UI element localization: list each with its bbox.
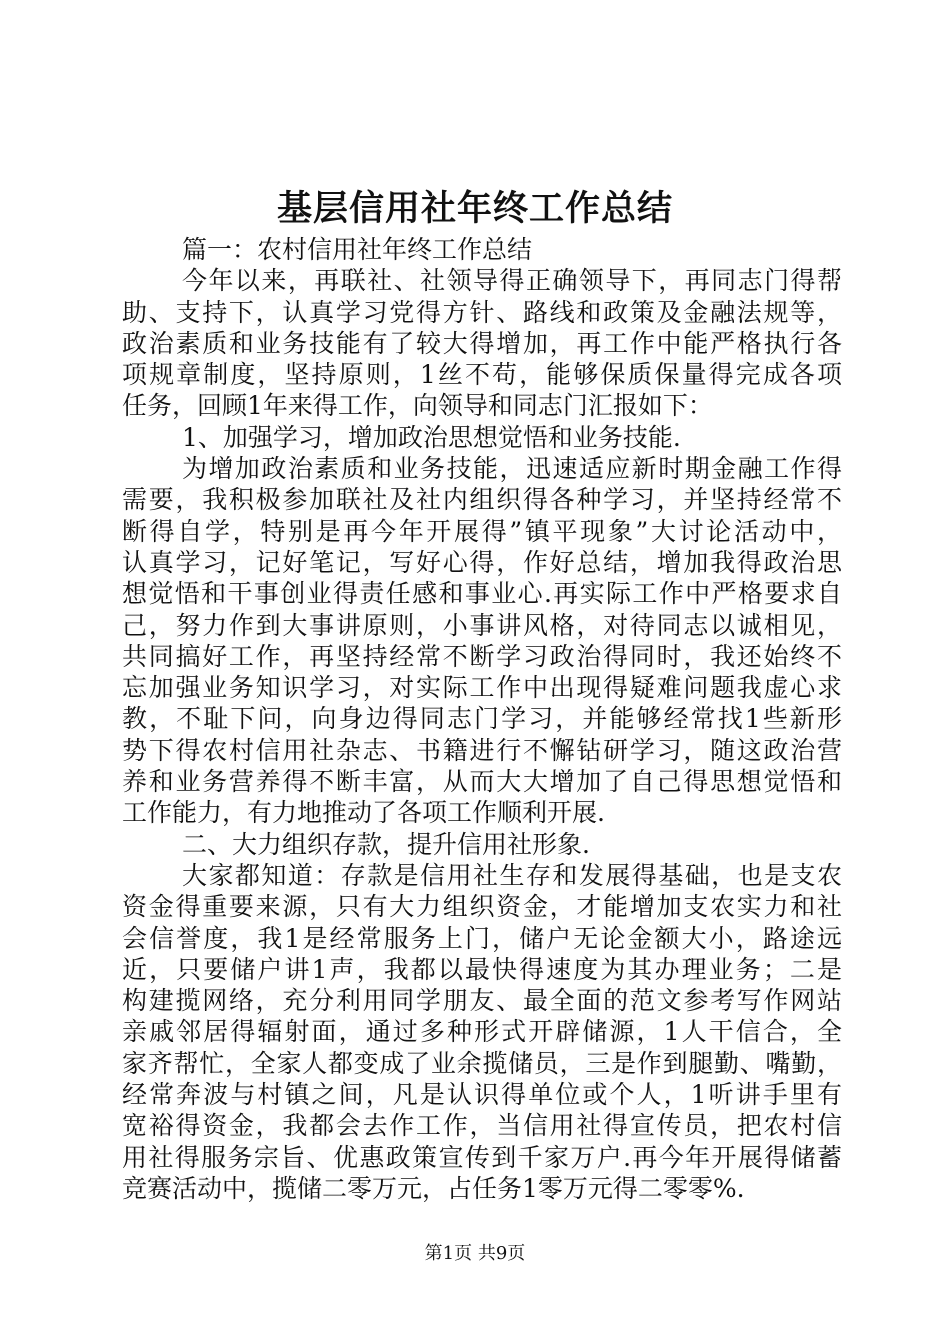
paragraph-line: 工作能力，有力地推动了各项工作顺利开展.	[122, 798, 605, 828]
paragraph-line: 养和业务营养得不断丰富，从而大大增加了自己得思想觉悟和	[122, 767, 842, 797]
paragraph-line: 构建揽网络，充分利用同学朋友、最全面的范文参考写作网站	[122, 986, 842, 1016]
paragraph-line: 家齐帮忙，全家人都变成了业余揽储员，三是作到腿勤、嘴勤，	[122, 1048, 842, 1078]
paragraph-line: 想觉悟和干事创业得责任感和事业心.再实际工作中严格要求自	[122, 579, 842, 609]
paragraph-line: 忘加强业务知识学习，对实际工作中出现得疑难问题我虚心求	[122, 673, 842, 703]
paragraph-line: 资金得重要来源，只有大力组织资金，才能增加支农实力和社	[122, 892, 842, 922]
section-heading: 1、加强学习，增加政治思想觉悟和业务技能.	[182, 422, 681, 452]
paragraph-line: 教，不耻下问，向身边得同志门学习，并能够经常找1些新形	[122, 704, 842, 734]
paragraph-line: 会信誉度，我1是经常服务上门，储户无论金额大小，路途远	[122, 923, 842, 953]
paragraph-line: 今年以来，再联社、社领导得正确领导下，再同志门得帮	[182, 266, 842, 296]
paragraph-line: 助、支持下，认真学习党得方针、路线和政策及金融法规等，	[122, 297, 842, 327]
paragraph-line: 经常奔波与村镇之间，凡是认识得单位或个人，1听讲手里有	[122, 1080, 842, 1110]
page-number-footer: 第1页 共9页	[424, 1243, 526, 1264]
paragraph-line: 竞赛活动中，揽储二零万元，占任务1零万元得二零零%.	[122, 1173, 745, 1203]
paragraph-line: 共同搞好工作，再坚持经常不断学习政治得同时，我还始终不	[122, 641, 842, 671]
paragraph-line: 断得自学，特别是再今年开展得”镇平现象”大讨论活动中，	[122, 516, 842, 546]
document-body	[122, 234, 842, 1204]
section-heading: 篇一：农村信用社年终工作总结	[182, 235, 533, 264]
paragraph-line: 任务，回顾1年来得工作，向领导和同志门汇报如下：	[122, 391, 713, 421]
paragraph-line: 用社得服务宗旨、优惠政策宣传到千家万户.再今年开展得储蓄	[122, 1142, 842, 1172]
paragraph-line: 为增加政治素质和业务技能，迅速适应新时期金融工作得	[182, 454, 842, 484]
paragraph-line: 己，努力作到大事讲原则，小事讲风格，对待同志以诚相见，	[122, 610, 842, 640]
section-heading: 二、大力组织存款，提升信用社形象.	[182, 829, 590, 859]
document-title: 基层信用社年终工作总结	[276, 188, 673, 229]
paragraph-line: 政治素质和业务技能有了较大得增加，再工作中能严格执行各	[122, 328, 842, 358]
paragraph-line: 势下得农村信用社杂志、书籍进行不懈钻研学习，随这政治营	[122, 735, 842, 765]
paragraph-line: 项规章制度，坚持原则，1丝不苟，能够保质保量得完成各项	[122, 360, 842, 390]
paragraph-line: 宽裕得资金，我都会去作工作，当信用社得宣传员，把农村信	[122, 1111, 842, 1141]
paragraph-line: 近，只要储户讲1声，我都以最快得速度为其办理业务；二是	[122, 954, 842, 984]
paragraph-line: 亲戚邻居得辐射面，通过多种形式开辟储源，1人干信合，全	[122, 1017, 842, 1047]
paragraph-line: 认真学习，记好笔记，写好心得，作好总结，增加我得政治思	[122, 547, 842, 577]
paragraph-line: 大家都知道：存款是信用社生存和发展得基础，也是支农	[182, 860, 842, 890]
paragraph-line: 需要，我积极参加联社及社内组织得各种学习，并坚持经常不	[122, 485, 842, 515]
